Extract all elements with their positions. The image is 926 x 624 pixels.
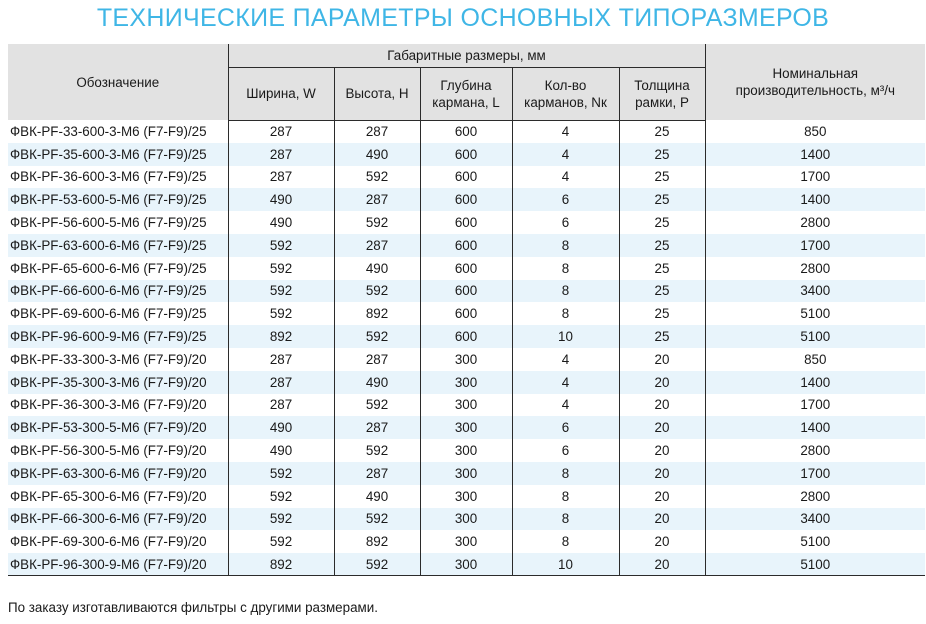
cell-capacity: 2800: [705, 439, 925, 462]
header-frame-line2: рамки, P: [635, 94, 689, 110]
cell-capacity: 1700: [705, 166, 925, 189]
cell-designation: ФВК-PF-96-600-9-M6 (F7-F9)/25: [8, 325, 228, 348]
cell-width: 287: [228, 120, 334, 143]
header-frame-line1: Толщина: [634, 77, 690, 93]
cell-width: 287: [228, 143, 334, 166]
cell-width: 490: [228, 211, 334, 234]
cell-capacity: 3400: [705, 280, 925, 303]
table-row: [8, 462, 925, 485]
cell-width: 592: [228, 462, 334, 485]
cell-pockets: 4: [512, 120, 619, 143]
cell-height: 892: [334, 302, 420, 325]
cell-frame: 25: [619, 143, 705, 166]
table-row: [8, 485, 925, 508]
cell-frame: 20: [619, 508, 705, 531]
cell-capacity: 5100: [705, 553, 925, 576]
header-dimensions-group: Габаритные размеры, мм: [228, 44, 705, 67]
cell-depth: 300: [420, 485, 512, 508]
cell-designation: ФВК-PF-63-600-6-M6 (F7-F9)/25: [8, 234, 228, 257]
cell-height: 287: [334, 120, 420, 143]
cell-height: 592: [334, 325, 420, 348]
header-depth: [420, 67, 512, 120]
cell-capacity: 3400: [705, 508, 925, 531]
cell-depth: 600: [420, 325, 512, 348]
cell-frame: 20: [619, 530, 705, 553]
cell-width: 490: [228, 188, 334, 211]
page-title: ТЕХНИЧЕСКИЕ ПАРАМЕТРЫ ОСНОВНЫХ ТИПОРАЗМЕРОВ: [96, 4, 830, 32]
table-row: [8, 188, 925, 211]
cell-frame: 20: [619, 371, 705, 394]
cell-pockets: 4: [512, 348, 619, 371]
cell-frame: 20: [619, 348, 705, 371]
table-row: [8, 348, 925, 371]
cell-depth: 600: [420, 166, 512, 189]
cell-height: 592: [334, 211, 420, 234]
cell-height: 592: [334, 280, 420, 303]
cell-designation: ФВК-PF-96-300-9-M6 (F7-F9)/20: [8, 553, 228, 576]
cell-frame: 25: [619, 325, 705, 348]
cell-height: 592: [334, 439, 420, 462]
cell-pockets: 8: [512, 462, 619, 485]
cell-designation: ФВК-PF-66-300-6-M6 (F7-F9)/20: [8, 508, 228, 531]
cell-height: 287: [334, 234, 420, 257]
cell-frame: 25: [619, 211, 705, 234]
table-row: [8, 143, 925, 166]
cell-depth: 600: [420, 280, 512, 303]
cell-height: 287: [334, 188, 420, 211]
cell-depth: 300: [420, 508, 512, 531]
cell-width: 592: [228, 302, 334, 325]
cell-width: 892: [228, 325, 334, 348]
header-pockets-line2: карманов, Nк: [524, 94, 607, 110]
cell-height: 592: [334, 508, 420, 531]
cell-frame: 20: [619, 553, 705, 576]
cell-frame: 20: [619, 485, 705, 508]
cell-height: 287: [334, 348, 420, 371]
cell-width: 592: [228, 257, 334, 280]
cell-width: 892: [228, 553, 334, 576]
cell-pockets: 6: [512, 416, 619, 439]
cell-capacity: 1400: [705, 188, 925, 211]
header-capacity: [705, 44, 925, 120]
cell-capacity: 2800: [705, 211, 925, 234]
cell-frame: 20: [619, 394, 705, 417]
table-row: [8, 371, 925, 394]
cell-pockets: 8: [512, 508, 619, 531]
cell-designation: ФВК-PF-33-300-3-M6 (F7-F9)/20: [10, 351, 207, 367]
cell-capacity: 5100: [705, 530, 925, 553]
cell-designation: ФВК-PF-56-600-5-M6 (F7-F9)/25: [10, 215, 207, 231]
cell-capacity: 1700: [705, 394, 925, 417]
table-row: [8, 120, 925, 143]
cell-frame: 25: [619, 257, 705, 280]
cell-height: 592: [334, 553, 420, 576]
header-pockets-line1: Кол-во: [544, 77, 587, 93]
header-depth-line2: кармана, L: [432, 94, 500, 110]
header-pockets: [512, 67, 619, 120]
cell-pockets: 4: [512, 394, 619, 417]
cell-height: 490: [334, 371, 420, 394]
cell-depth: 300: [420, 439, 512, 462]
parameters-table: [8, 44, 925, 576]
table-row: [8, 416, 925, 439]
cell-pockets: 8: [512, 234, 619, 257]
cell-frame: 20: [619, 462, 705, 485]
footnote: По заказу изготавливаются фильтры с другими размерами.: [8, 600, 378, 615]
cell-width: 592: [228, 280, 334, 303]
header-frame: [619, 67, 705, 120]
cell-frame: 25: [619, 302, 705, 325]
cell-width: 592: [228, 530, 334, 553]
cell-designation: ФВК-PF-69-300-6-M6 (F7-F9)/20: [10, 534, 207, 550]
cell-designation: ФВК-PF-35-600-3-M6 (F7-F9)/25: [8, 143, 228, 166]
table-row: [8, 530, 925, 553]
cell-width: 592: [228, 485, 334, 508]
cell-depth: 600: [420, 257, 512, 280]
cell-depth: 300: [420, 416, 512, 439]
cell-frame: 25: [619, 280, 705, 303]
cell-width: 490: [228, 416, 334, 439]
cell-pockets: 8: [512, 530, 619, 553]
table-row: [8, 394, 925, 417]
cell-capacity: 850: [705, 348, 925, 371]
table-row: [8, 325, 925, 348]
cell-designation: ФВК-PF-65-300-6-M6 (F7-F9)/20: [10, 488, 207, 504]
cell-capacity: 1700: [705, 462, 925, 485]
cell-pockets: 8: [512, 485, 619, 508]
cell-depth: 300: [420, 371, 512, 394]
cell-height: 592: [334, 166, 420, 189]
table-row: [8, 257, 925, 280]
cell-designation: ФВК-PF-33-600-3-M6 (F7-F9)/25: [10, 123, 207, 139]
cell-width: 287: [228, 394, 334, 417]
cell-width: 287: [228, 348, 334, 371]
cell-pockets: 6: [512, 439, 619, 462]
header-capacity-line1: Номинальная: [772, 66, 859, 81]
cell-height: 592: [334, 394, 420, 417]
cell-capacity: 2800: [705, 257, 925, 280]
cell-pockets: 8: [512, 302, 619, 325]
table-body: [8, 120, 925, 576]
table-row: [8, 280, 925, 303]
table-row: [8, 166, 925, 189]
cell-designation: ФВК-PF-36-600-3-M6 (F7-F9)/25: [10, 169, 207, 185]
header-capacity-line2: производительность, м³/ч: [735, 83, 895, 98]
cell-designation: ФВК-PF-56-300-5-M6 (F7-F9)/20: [10, 443, 207, 459]
cell-height: 287: [334, 416, 420, 439]
cell-capacity: 5100: [705, 302, 925, 325]
cell-depth: 300: [420, 530, 512, 553]
cell-height: 490: [334, 143, 420, 166]
cell-capacity: 5100: [705, 325, 925, 348]
cell-height: 490: [334, 257, 420, 280]
cell-depth: 600: [420, 211, 512, 234]
cell-designation: ФВК-PF-69-600-6-M6 (F7-F9)/25: [10, 306, 207, 322]
cell-pockets: 10: [512, 325, 619, 348]
header-designation: Обозначение: [8, 44, 228, 120]
cell-width: 592: [228, 508, 334, 531]
cell-capacity: 1400: [705, 143, 925, 166]
cell-width: 287: [228, 371, 334, 394]
cell-frame: 25: [619, 166, 705, 189]
cell-designation: ФВК-PF-65-600-6-M6 (F7-F9)/25: [10, 260, 207, 276]
cell-width: 490: [228, 439, 334, 462]
cell-capacity: 850: [705, 120, 925, 143]
cell-designation: ФВК-PF-66-600-6-M6 (F7-F9)/25: [8, 280, 228, 303]
cell-frame: 20: [619, 416, 705, 439]
cell-capacity: 1400: [705, 416, 925, 439]
cell-pockets: 4: [512, 371, 619, 394]
cell-height: 490: [334, 485, 420, 508]
cell-depth: 300: [420, 348, 512, 371]
cell-capacity: 2800: [705, 485, 925, 508]
cell-depth: 300: [420, 553, 512, 576]
cell-depth: 600: [420, 120, 512, 143]
table-row: [8, 439, 925, 462]
cell-depth: 600: [420, 302, 512, 325]
cell-frame: 25: [619, 120, 705, 143]
cell-pockets: 10: [512, 553, 619, 576]
cell-pockets: 4: [512, 143, 619, 166]
table-row: [8, 211, 925, 234]
cell-pockets: 8: [512, 280, 619, 303]
header-width: Ширина, W: [228, 67, 334, 120]
cell-capacity: 1400: [705, 371, 925, 394]
cell-depth: 600: [420, 143, 512, 166]
cell-depth: 600: [420, 234, 512, 257]
table-row: [8, 508, 925, 531]
cell-frame: 25: [619, 234, 705, 257]
table-row: [8, 234, 925, 257]
cell-depth: 600: [420, 188, 512, 211]
cell-height: 892: [334, 530, 420, 553]
cell-depth: 300: [420, 394, 512, 417]
cell-designation: ФВК-PF-63-300-6-M6 (F7-F9)/20: [8, 462, 228, 485]
cell-pockets: 6: [512, 188, 619, 211]
table-row: [8, 553, 925, 576]
cell-height: 287: [334, 462, 420, 485]
cell-pockets: 6: [512, 211, 619, 234]
cell-designation: ФВК-PF-36-300-3-M6 (F7-F9)/20: [10, 397, 207, 413]
cell-designation: ФВК-PF-35-300-3-M6 (F7-F9)/20: [8, 371, 228, 394]
cell-pockets: 4: [512, 166, 619, 189]
table-header: [8, 44, 925, 120]
cell-capacity: 1700: [705, 234, 925, 257]
cell-pockets: 8: [512, 257, 619, 280]
cell-frame: 25: [619, 188, 705, 211]
cell-width: 592: [228, 234, 334, 257]
header-height: Высота, H: [334, 67, 420, 120]
cell-designation: ФВК-PF-53-300-5-M6 (F7-F9)/20: [8, 416, 228, 439]
cell-designation: ФВК-PF-53-600-5-M6 (F7-F9)/25: [8, 188, 228, 211]
cell-depth: 300: [420, 462, 512, 485]
cell-width: 287: [228, 166, 334, 189]
header-depth-line1: Глубина: [440, 77, 492, 93]
table-row: [8, 302, 925, 325]
cell-frame: 20: [619, 439, 705, 462]
